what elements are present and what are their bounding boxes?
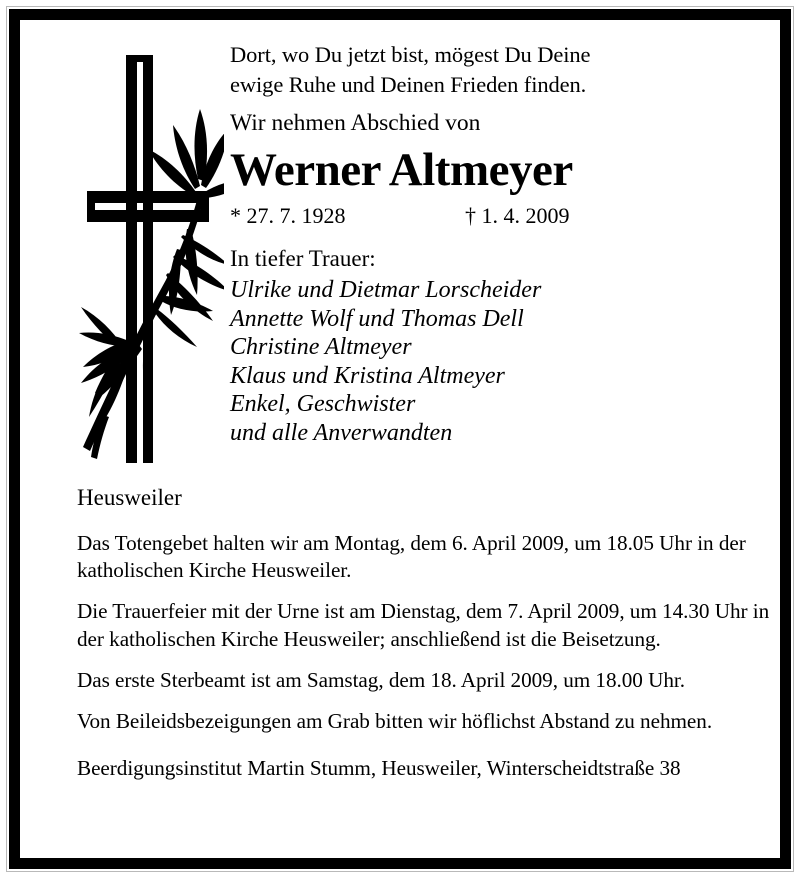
place-name: Heusweiler: [77, 485, 182, 510]
mourner-item: Enkel, Geschwister: [230, 391, 416, 418]
cross-with-palm-branch-icon: [69, 43, 224, 463]
service-paragraph-ceremony: Die Trauerfeier mit der Urne ist am Dienstag, dem 7. April 2009, um 14.30 Uhr in der katholischen Kirche Heusweiler; anschließend ist die Beisetzung.: [77, 599, 770, 651]
notice-text-column: [230, 40, 790, 448]
mourner-item: Christine Altmeyer: [230, 334, 412, 361]
memorial-verse: [230, 40, 790, 100]
death-date: † 1. 4. 2009: [465, 203, 570, 228]
notice-details-block: [77, 483, 777, 782]
notice-header-area: [40, 40, 800, 470]
notice-content: [40, 40, 800, 878]
service-paragraph-mass: Das erste Sterbeamt ist am Samstag, dem 18. April 2009, um 18.00 Uhr.: [77, 667, 685, 692]
condolence-request-paragraph: Von Beileidsbezeigungen am Grab bitten wir höflichst Abstand zu nehmen.: [77, 709, 713, 734]
mourner-item: Ulrike und Dietmar Lorscheider: [230, 277, 542, 303]
mourning-frame: [9, 9, 791, 869]
farewell-line: Wir nehmen Abschied von: [230, 110, 481, 136]
deceased-name: Werner Altmeyer: [230, 144, 573, 196]
mourning-label: In tiefer Trauer:: [230, 246, 376, 271]
verse-line: ewige Ruhe und Deinen Frieden finden.: [230, 72, 587, 97]
mourner-item: Klaus und Kristina Altmeyer: [230, 362, 505, 389]
life-dates: [230, 202, 790, 230]
mourner-item: und alle Anverwandten: [230, 419, 453, 446]
mourner-item: Annette Wolf und Thomas Dell: [230, 305, 524, 332]
birth-date: * 27. 7. 1928: [230, 203, 346, 228]
mourner-list: [230, 276, 790, 448]
verse-line: Dort, wo Du jetzt bist, mögest Du Deine: [230, 42, 591, 67]
service-paragraph-prayer: Das Totengebet halten wir am Montag, dem 6. April 2009, um 18.05 Uhr in der katholischen Kirche Heusweiler.: [77, 531, 746, 583]
funeral-home-info: Beerdigungsinstitut Martin Stumm, Heusweiler, Winterscheidtstraße 38: [77, 756, 681, 781]
